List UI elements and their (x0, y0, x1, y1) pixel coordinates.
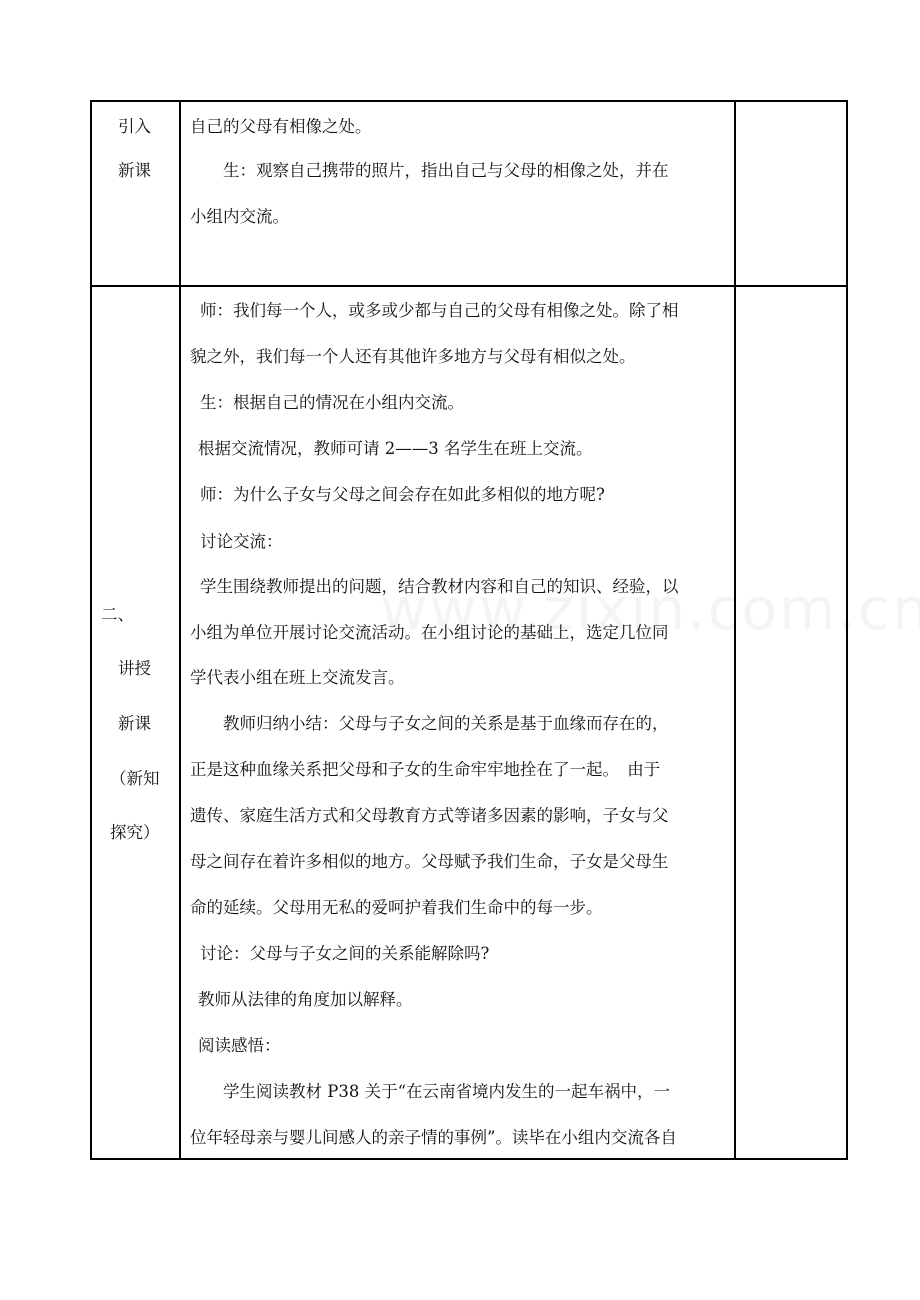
content-line: 生：根据自己的情况在小组内交流。 (200, 393, 464, 412)
section-label-line: 二、 (101, 605, 134, 624)
content-line: 母之间存在着许多相似的地方。父母赋予我们生命，子女是父母生 (190, 852, 669, 871)
content-line: 师：我们每一个人，或多或少都与自己的父母有相像之处。除了相 (200, 301, 679, 320)
content-line: 学生围绕教师提出的问题，结合教材内容和自己的知识、经验，以 (200, 577, 679, 596)
content-line: 位年轻母亲与婴儿间感人的亲子情的事例”。读毕在小组内交流各自 (190, 1128, 677, 1147)
content-line: 学代表小组在班上交流发言。 (190, 668, 405, 687)
section-label-line: 讲授 (118, 659, 151, 678)
section-label-line: 新课 (118, 714, 151, 733)
table-column-divider-2 (734, 100, 736, 1160)
content-line: 遗传、家庭生活方式和父母教育方式等诸多因素的影响，子女与父 (190, 806, 669, 825)
content-line: 阅读感悟： (198, 1036, 281, 1055)
content-line: 教师从法律的角度加以解释。 (198, 990, 413, 1009)
section-label-line: 新课 (118, 161, 151, 180)
content-line: 命的延续。父母用无私的爱呵护着我们生命中的每一步。 (190, 898, 603, 917)
table-border-left (90, 100, 92, 1160)
content-line: 讨论：父母与子女之间的关系能解除吗? (200, 944, 490, 963)
content-line: 师：为什么子女与父母之间会存在如此多相似的地方呢? (200, 485, 605, 504)
content-line: 生：观察自己携带的照片，指出自己与父母的相像之处，并在 (190, 161, 669, 180)
content-line: 学生阅读教材 P38 关于“在云南省境内发生的一起车祸中，一 (190, 1082, 671, 1101)
content-line: 教师归纳小结：父母与子女之间的关系是基于血缘而存在的， (190, 714, 669, 733)
content-line: 根据交流情况，教师可请 2——3 名学生在班上交流。 (198, 439, 593, 458)
content-line: 小组为单位开展讨论交流活动。在小组讨论的基础上，选定几位同 (190, 623, 669, 642)
content-line: 自己的父母有相像之处。 (190, 117, 372, 136)
content-line: 正是这种血缘关系把父母和子女的生命牢牢地拴在了一起。 由于 (190, 760, 661, 779)
table-border-right (846, 100, 848, 1160)
section-label-line: （新知 (110, 769, 160, 788)
content-line: 讨论交流： (200, 532, 283, 551)
section-label-line: 引入 (118, 117, 151, 136)
content-line: 小组内交流。 (190, 207, 289, 226)
content-line: 貌之外，我们每一个人还有其他许多地方与父母有相似之处。 (190, 347, 636, 366)
table-column-divider-1 (179, 100, 181, 1160)
section-label-line: 探究） (110, 823, 160, 842)
